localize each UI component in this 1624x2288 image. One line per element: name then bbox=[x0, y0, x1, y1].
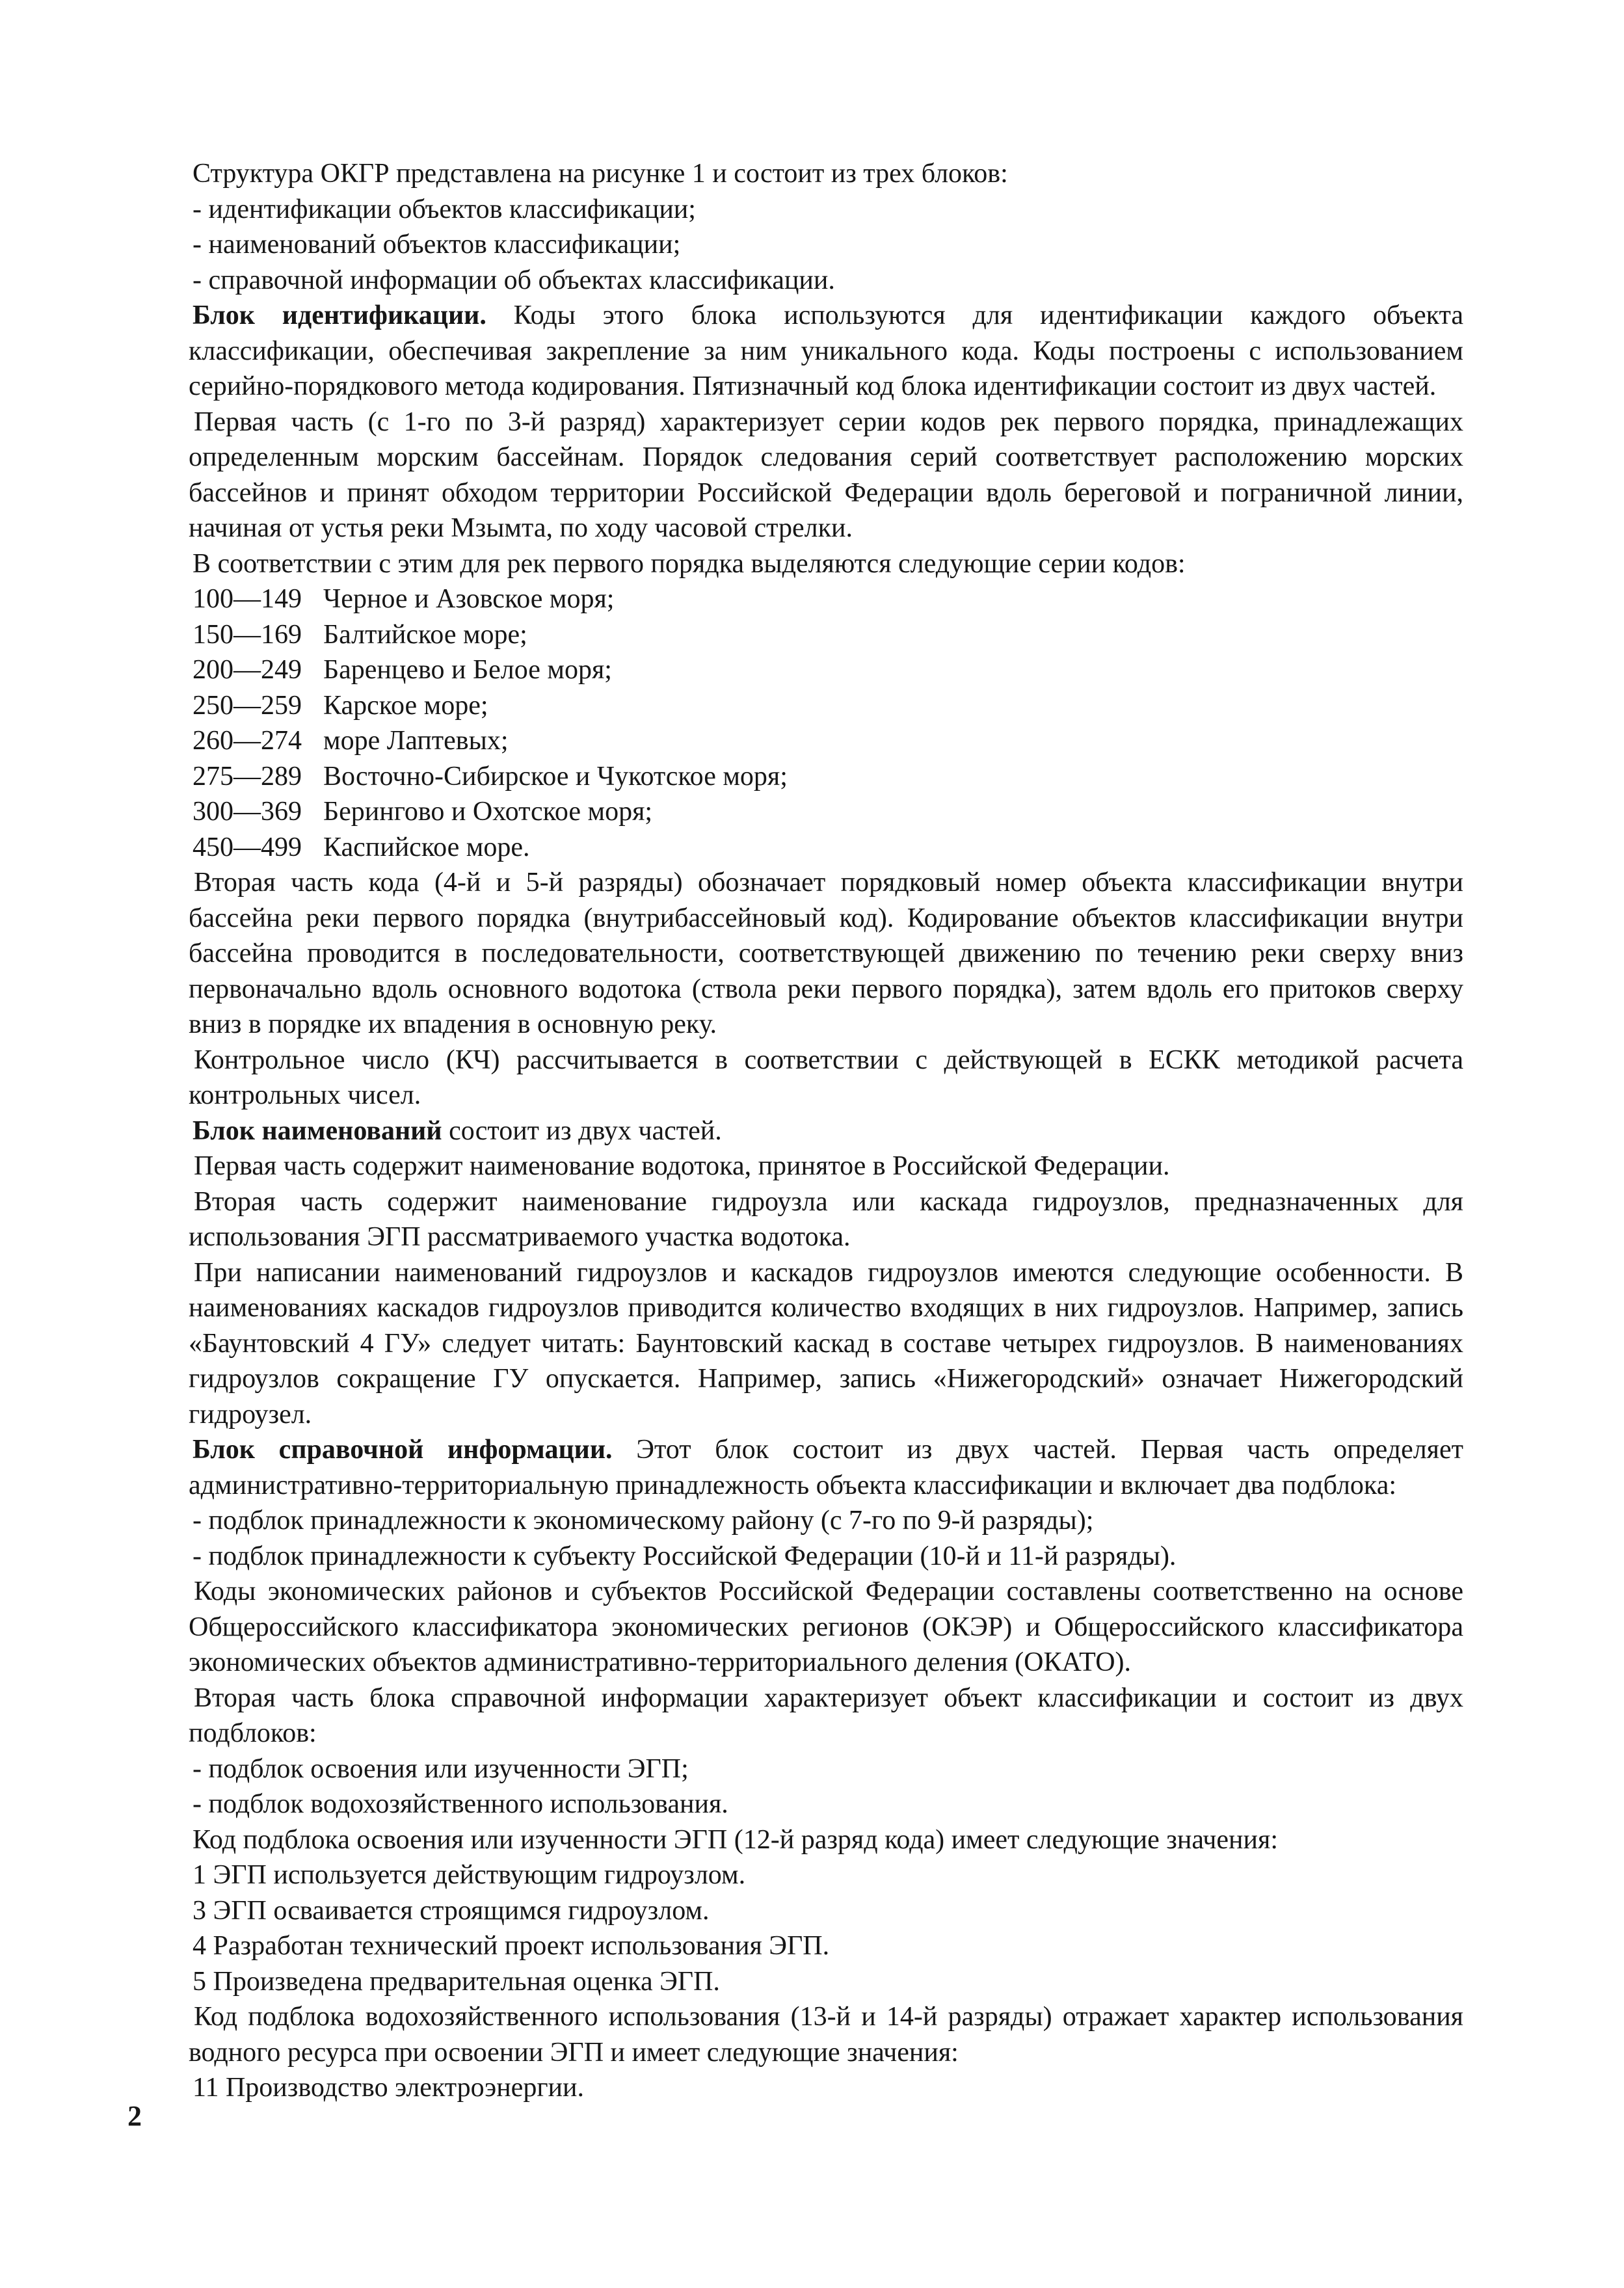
block-names-heading: Блок наименований bbox=[193, 1115, 442, 1146]
block-id-part2: Вторая часть кода (4-й и 5-й разряды) обозначает порядковый номер объекта классификации внутри бассейна реки первого порядка (внутрибассейновый код). Кодирование объектов классификации внутри бассейна проводится в последовательности, соответствующей движению по течению реки сверху вниз первоначально вдоль основного водотока (ствола реки первого порядка), затем вдоль его притоков сверху вниз в порядке их впадения в основную реку. bbox=[189, 868, 1463, 1039]
block-names-part1: Первая часть содержит наименование водотока, принятое в Российской Федерации. bbox=[194, 1151, 1170, 1181]
value-item: 5 Произведена предварительная оценка ЭГП. bbox=[193, 1966, 720, 1997]
list-item: - наименований объектов классификации; bbox=[193, 230, 681, 259]
intro-paragraph: Структура ОКГР представлена на рисунке 1 и состоит из трех блоков: bbox=[193, 159, 1008, 189]
series-code: 250—259 bbox=[193, 690, 302, 721]
series-name: Восточно-Сибирское и Чукотское моря; bbox=[323, 761, 788, 791]
list-item: - идентификации объектов классификации; bbox=[193, 194, 696, 224]
block-id-paragraph bbox=[189, 298, 1463, 405]
list-item: - подблок освоения или изученности ЭГП; bbox=[193, 1753, 689, 1784]
water-intro: Код подблока водохозяйственного использования (13-й и 14-й разряды) отражает характер использования водного ресурса при освоении ЭГП и имеет следующие значения: bbox=[189, 2002, 1463, 2068]
series-row bbox=[189, 652, 1463, 688]
block-id-part1: Первая часть (с 1-го по 3-й разряд) характеризует серии кодов рек первого порядка, принадлежащих определенным морским бассейнам. Порядок следования серий соответствует расположению морских бассейнов и принят обходом территории Российской Федерации вдоль береговой и пограничной линии, начиная от устья реки Мзымта, по ходу часовой стрелки. bbox=[189, 406, 1463, 543]
series-row bbox=[189, 759, 1463, 795]
series-code: 100—149 bbox=[193, 584, 302, 614]
series-code: 275—289 bbox=[193, 761, 302, 791]
series-name: Черное и Азовское моря; bbox=[323, 584, 615, 614]
series-row bbox=[189, 581, 1463, 617]
list-item: - подблок принадлежности к экономическому району (с 7-го по 9-й разряды); bbox=[193, 1506, 1094, 1536]
block-ref-part2: Вторая часть блока справочной информации характеризует объект классификации и состоит из двух подблоков: bbox=[189, 1683, 1463, 1748]
series-row bbox=[189, 688, 1463, 724]
series-code: 150—169 bbox=[193, 619, 302, 650]
block-names-text: состоит из двух частей. bbox=[442, 1115, 722, 1146]
series-name: Баренцево и Белое моря; bbox=[323, 655, 612, 685]
page-number: 2 bbox=[127, 2100, 142, 2132]
document-body bbox=[189, 156, 1463, 2106]
block-ref-text: Этот блок состоит из двух частей. Первая часть определяет административно-территориальную принадлежность объекта классификации и включает два подблока: bbox=[189, 1435, 1463, 1500]
block-ref-paragraph bbox=[189, 1432, 1463, 1503]
list-item: - справочной информации об объектах классификации. bbox=[193, 265, 835, 295]
value-item: 3 ЭГП осваивается строящимся гидроузлом. bbox=[193, 1895, 710, 1926]
series-code: 200—249 bbox=[193, 655, 302, 685]
value-item: 11 Производство электроэнергии. bbox=[193, 2073, 585, 2103]
dev-intro: Код подблока освоения или изученности ЭГП (12-й разряд кода) имеет следующие значения: bbox=[193, 1824, 1278, 1855]
block-id-heading: Блок идентификации. bbox=[193, 300, 486, 330]
list-item: - подблок принадлежности к субъекту Российской Федерации (10-й и 11-й разряды). bbox=[193, 1541, 1177, 1571]
block-ref-heading: Блок справочной информации. bbox=[193, 1435, 613, 1465]
series-row bbox=[189, 723, 1463, 759]
series-name: Балтийское море; bbox=[323, 619, 527, 650]
block-id-text: Коды этого блока используются для идентификации каждого объекта классификации, обеспечивая закрепление за ним уникального кода. Коды построены с использованием серийно-порядкового метода кодирования. Пятизначный код блока идентификации состоит из двух частей. bbox=[189, 300, 1463, 401]
series-name: Каспийское море. bbox=[323, 832, 530, 862]
codes-note: Коды экономических районов и субъектов Российской Федерации составлены соответственно на основе Общероссийского классификатора экономических регионов (ОКЭР) и Общероссийского классификатора экономических объектов административно-территориального деления (ОКАТО). bbox=[189, 1576, 1463, 1677]
series-name: Берингово и Охотское моря; bbox=[323, 797, 653, 827]
series-intro: В соответствии с этим для рек первого порядка выделяются следующие серии кодов: bbox=[193, 548, 1186, 579]
series-row bbox=[189, 830, 1463, 866]
series-code: 300—369 bbox=[193, 797, 302, 827]
block-names-part2: Вторая часть содержит наименование гидроузла или каскада гидроузлов, предназначенных для использования ЭГП рассматриваемого участка водотока. bbox=[189, 1186, 1463, 1252]
series-code: 260—274 bbox=[193, 726, 302, 756]
series-code: 450—499 bbox=[193, 832, 302, 862]
block-names-paragraph bbox=[189, 1113, 1463, 1149]
series-name: Карское море; bbox=[323, 690, 488, 721]
value-item: 4 Разработан технический проект использования ЭГП. bbox=[193, 1931, 830, 1961]
list-item: - подблок водохозяйственного использования. bbox=[193, 1789, 728, 1819]
checksum-paragraph: Контрольное число (КЧ) рассчитывается в соответствии с действующей в ЕСКК методикой расчета контрольных чисел. bbox=[189, 1044, 1463, 1110]
value-item: 1 ЭГП используется действующим гидроузлом. bbox=[193, 1860, 746, 1890]
series-name: море Лаптевых; bbox=[323, 726, 509, 756]
series-row bbox=[189, 794, 1463, 830]
series-row bbox=[189, 617, 1463, 653]
block-names-note: При написании наименований гидроузлов и каскадов гидроузлов имеются следующие особенности. В наименованиях каскадов гидроузлов приводится количество входящих в них гидроузлов. Например, запись «Баунтовский 4 ГУ» следует читать: Баунтовский каскад в составе четырех гидроузлов. В наименованиях гидроузлов сокращение ГУ опускается. Например, запись «Нижегородский» означает Нижегородский гидроузел. bbox=[189, 1257, 1463, 1430]
